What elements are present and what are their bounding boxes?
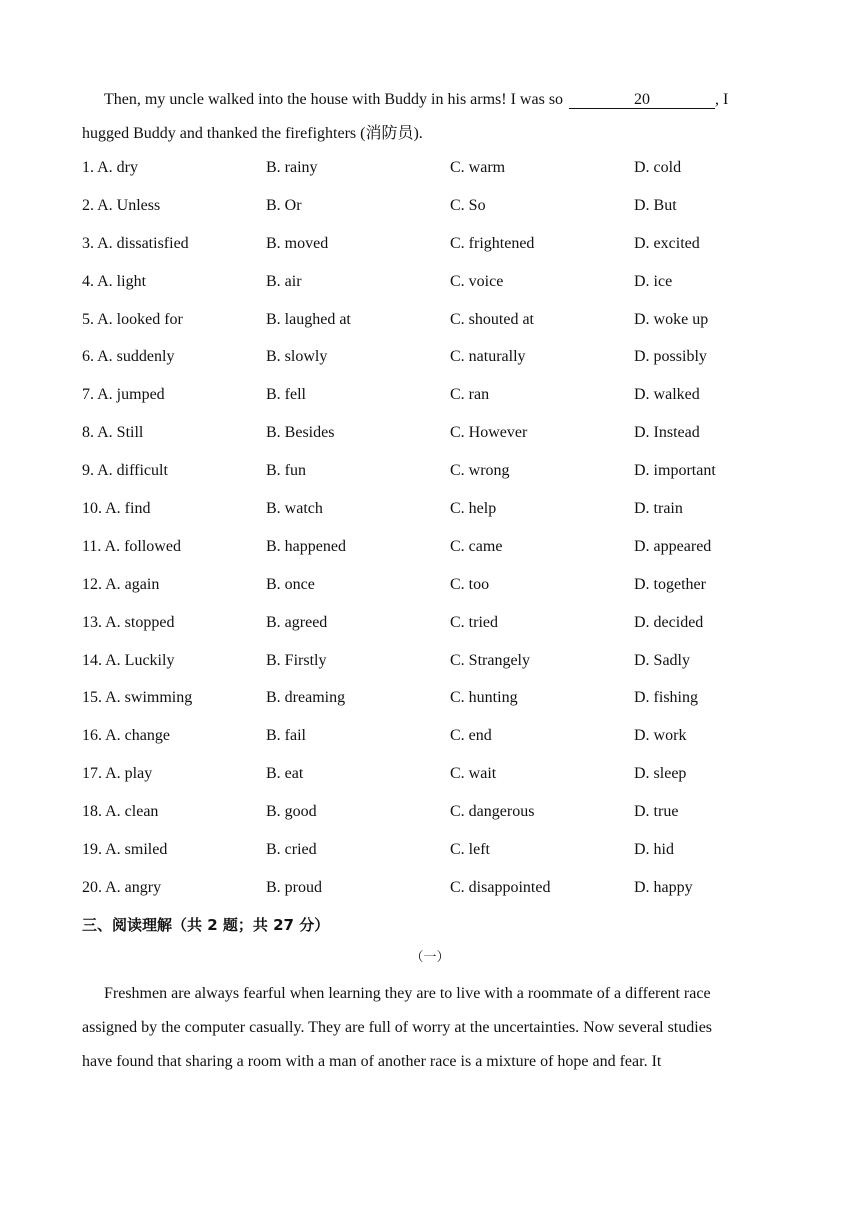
option-d: D. walked <box>634 386 700 404</box>
option-c: C. ran <box>450 386 490 404</box>
option-c: C. came <box>450 537 503 555</box>
option-a: 5. A. looked for <box>82 310 183 328</box>
option-a: 18. A. clean <box>82 803 159 821</box>
option-c: C. disappointed <box>450 878 551 896</box>
option-a: 15. A. swimming <box>82 689 193 707</box>
option-d: D. important <box>634 462 716 480</box>
option-c: C. However <box>450 424 528 442</box>
option-a: 2. A. Unless <box>82 196 161 214</box>
option-a: 13. A. stopped <box>82 613 175 631</box>
answer-blank: 20 <box>569 91 715 109</box>
option-b: B. watch <box>266 500 323 518</box>
option-d: D. sleep <box>634 765 687 783</box>
answer-options-list <box>82 158 802 916</box>
option-d: D. decided <box>634 613 704 631</box>
option-d: D. together <box>634 575 706 593</box>
option-d: D. excited <box>634 234 700 252</box>
option-d: D. Sadly <box>634 651 690 669</box>
option-a: 12. A. again <box>82 575 160 593</box>
option-c: C. dangerous <box>450 803 535 821</box>
question-row <box>82 878 802 916</box>
question-row <box>82 423 802 461</box>
option-c: C. naturally <box>450 348 526 366</box>
option-c: C. Strangely <box>450 651 530 669</box>
option-b: B. happened <box>266 537 346 555</box>
option-a: 11. A. followed <box>82 537 181 555</box>
option-a: 20. A. angry <box>82 878 162 896</box>
question-row <box>82 575 802 613</box>
option-b: B. cried <box>266 841 317 859</box>
option-a: 6. A. suddenly <box>82 348 175 366</box>
question-row <box>82 726 802 764</box>
question-row <box>82 158 802 196</box>
question-row <box>82 688 802 726</box>
question-row <box>82 310 802 348</box>
option-d: D. Instead <box>634 424 700 442</box>
option-a: 14. A. Luckily <box>82 651 175 669</box>
option-c: C. shouted at <box>450 310 534 328</box>
option-d: D. hid <box>634 841 674 859</box>
option-d: D. work <box>634 727 687 745</box>
option-c: C. wrong <box>450 462 510 480</box>
option-b: B. proud <box>266 878 322 896</box>
option-a: 17. A. play <box>82 765 153 783</box>
option-b: B. once <box>266 575 315 593</box>
option-b: B. dreaming <box>266 689 346 707</box>
passage-line: Freshmen are always fearful when learning they are to live with a roommate of a different race <box>104 985 711 1002</box>
option-d: D. fishing <box>634 689 698 707</box>
question-row <box>82 196 802 234</box>
option-b: B. fail <box>266 727 306 745</box>
option-b: B. air <box>266 272 302 290</box>
option-d: D. appeared <box>634 537 712 555</box>
option-d: D. true <box>634 803 679 821</box>
option-b: B. Besides <box>266 424 335 442</box>
option-c: C. tried <box>450 613 498 631</box>
option-b: B. fun <box>266 462 306 480</box>
option-c: C. hunting <box>450 689 518 707</box>
option-c: C. end <box>450 727 492 745</box>
question-row <box>82 272 802 310</box>
question-row <box>82 234 802 272</box>
option-b: B. rainy <box>266 159 318 176</box>
option-d: D. cold <box>634 159 682 176</box>
question-row <box>82 499 802 537</box>
option-b: B. Or <box>266 196 302 214</box>
option-b: B. fell <box>266 386 306 404</box>
option-a: 8. A. Still <box>82 424 144 442</box>
option-a: 3. A. dissatisfied <box>82 234 189 252</box>
option-b: B. good <box>266 803 317 821</box>
option-a: 7. A. jumped <box>82 386 165 404</box>
option-c: C. help <box>450 500 497 518</box>
option-d: D. But <box>634 196 677 214</box>
sub-heading: （一） <box>410 950 450 965</box>
option-b: B. eat <box>266 765 304 783</box>
question-row <box>82 613 802 651</box>
passage-line: have found that sharing a room with a man of another race is a mixture of hope and fear. It <box>82 1053 662 1070</box>
option-d: D. woke up <box>634 310 709 328</box>
option-b: B. laughed at <box>266 310 351 328</box>
option-a: 16. A. change <box>82 727 170 745</box>
section-heading: 三、阅读理解（共 2 题；共 27 分） <box>82 916 330 934</box>
question-row <box>82 347 802 385</box>
option-c: C. too <box>450 575 490 593</box>
option-b: B. moved <box>266 234 329 252</box>
option-c: C. voice <box>450 272 504 290</box>
option-c: C. warm <box>450 159 506 176</box>
option-c: C. left <box>450 841 490 859</box>
paragraph-text: , I <box>715 91 729 108</box>
question-row <box>82 385 802 423</box>
option-d: D. happy <box>634 878 693 896</box>
question-row <box>82 537 802 575</box>
option-b: B. slowly <box>266 348 328 366</box>
question-row <box>82 764 802 802</box>
question-row <box>82 651 802 689</box>
passage-line: assigned by the computer casually. They are full of worry at the uncertainties. Now several studies <box>82 1019 713 1036</box>
paragraph-line: hugged Buddy and thanked the firefighters (消防员). <box>82 125 423 142</box>
option-a: 9. A. difficult <box>82 462 168 480</box>
option-d: D. train <box>634 500 683 518</box>
option-a: 19. A. smiled <box>82 841 168 859</box>
option-b: B. Firstly <box>266 651 327 669</box>
question-row <box>82 802 802 840</box>
option-d: D. possibly <box>634 348 707 366</box>
option-b: B. agreed <box>266 613 328 631</box>
option-a: 1. A. dry <box>82 159 138 176</box>
option-c: C. frightened <box>450 234 535 252</box>
option-a: 4. A. light <box>82 272 147 290</box>
question-row <box>82 461 802 499</box>
option-d: D. ice <box>634 272 673 290</box>
question-row <box>82 840 802 878</box>
paragraph-text: Then, my uncle walked into the house with Buddy in his arms! I was so <box>104 91 564 108</box>
option-c: C. So <box>450 196 486 214</box>
option-c: C. wait <box>450 765 497 783</box>
paragraph-line <box>104 90 728 110</box>
option-a: 10. A. find <box>82 500 151 518</box>
